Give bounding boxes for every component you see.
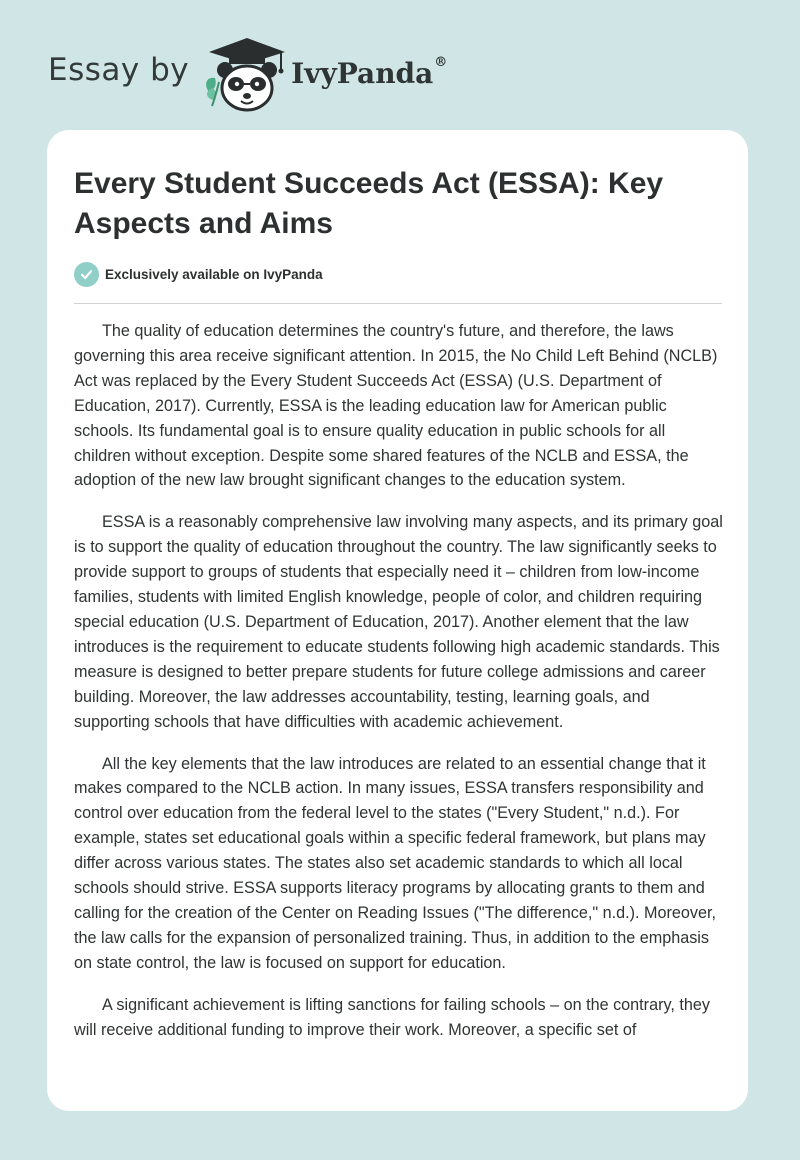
brand-text: IvyPanda [291, 56, 434, 90]
site-header [48, 34, 447, 114]
paragraph-1: The quality of education determines the country's future, and therefore, the laws governing this area receive significant attention. In 2015, the No Child Left Behind (NCLB) Act was replaced by the Every Student Succeeds Act (ESSA) (U.S. Department of Education, 2017). Currently, ESSA is the leading education law for American public schools. Its fundamental goal is to ensure quality education in public schools for all children without exception. Despite some shared features of the NCLB and ESSA, the adoption of the new law brought significant changes to the education system. [74, 322, 718, 490]
paragraph-2: ESSA is a reasonably comprehensive law involving many aspects, and its primary goal is to support the quality of education throughout the country. The law significantly seeks to provide support to groups of students that especially need it – children from low-income families, students with limited English knowledge, people of color, and children requiring special education (U.S. Department of Education, 2017). Another element that the law introduces is the requirement to educate students following high academic standards. This measure is designed to better prepare students for future college admissions and career building. Moreover, the law addresses accountability, testing, learning goals, and supporting schools that have difficulties with academic achievement. [74, 513, 723, 731]
exclusive-badge [74, 262, 323, 287]
essay-title: Every Student Succeeds Act (ESSA): Key Aspects and Aims [74, 167, 664, 240]
badge-label: Exclusively available on IvyPanda [105, 267, 323, 282]
essay-body [74, 319, 725, 1059]
paragraph-3: All the key elements that the law introduces are related to an essential change that it makes compared to the NCLB action. In many issues, ESSA transfers responsibility and control over education from the federal level to the states ("Every Student," n.d.). For example, states set educational goals within a specific federal framework, but plans may differ across various states. The states also set academic standards to which all local schools should strive. ESSA supports literacy programs by allocating grants to them and calling for the creation of the Center on Reading Issues ("The difference," n.d.). Moreover, the law calls for the expansion of personalized training. Thus, in addition to the emphasis on state control, the law is focused on support for education. [74, 754, 716, 972]
divider [74, 303, 722, 304]
panda-graduate-icon[interactable] [199, 34, 287, 114]
check-icon [74, 262, 99, 287]
registered-mark: ® [434, 54, 448, 70]
essay-by-label: Essay by [48, 52, 190, 88]
essay-card [47, 130, 748, 1111]
brand-name[interactable] [291, 54, 448, 90]
paragraph-4: A significant achievement is lifting sanctions for failing schools – on the contrary, they will receive additional funding to improve their work. Moreover, a specific set of [74, 995, 710, 1039]
